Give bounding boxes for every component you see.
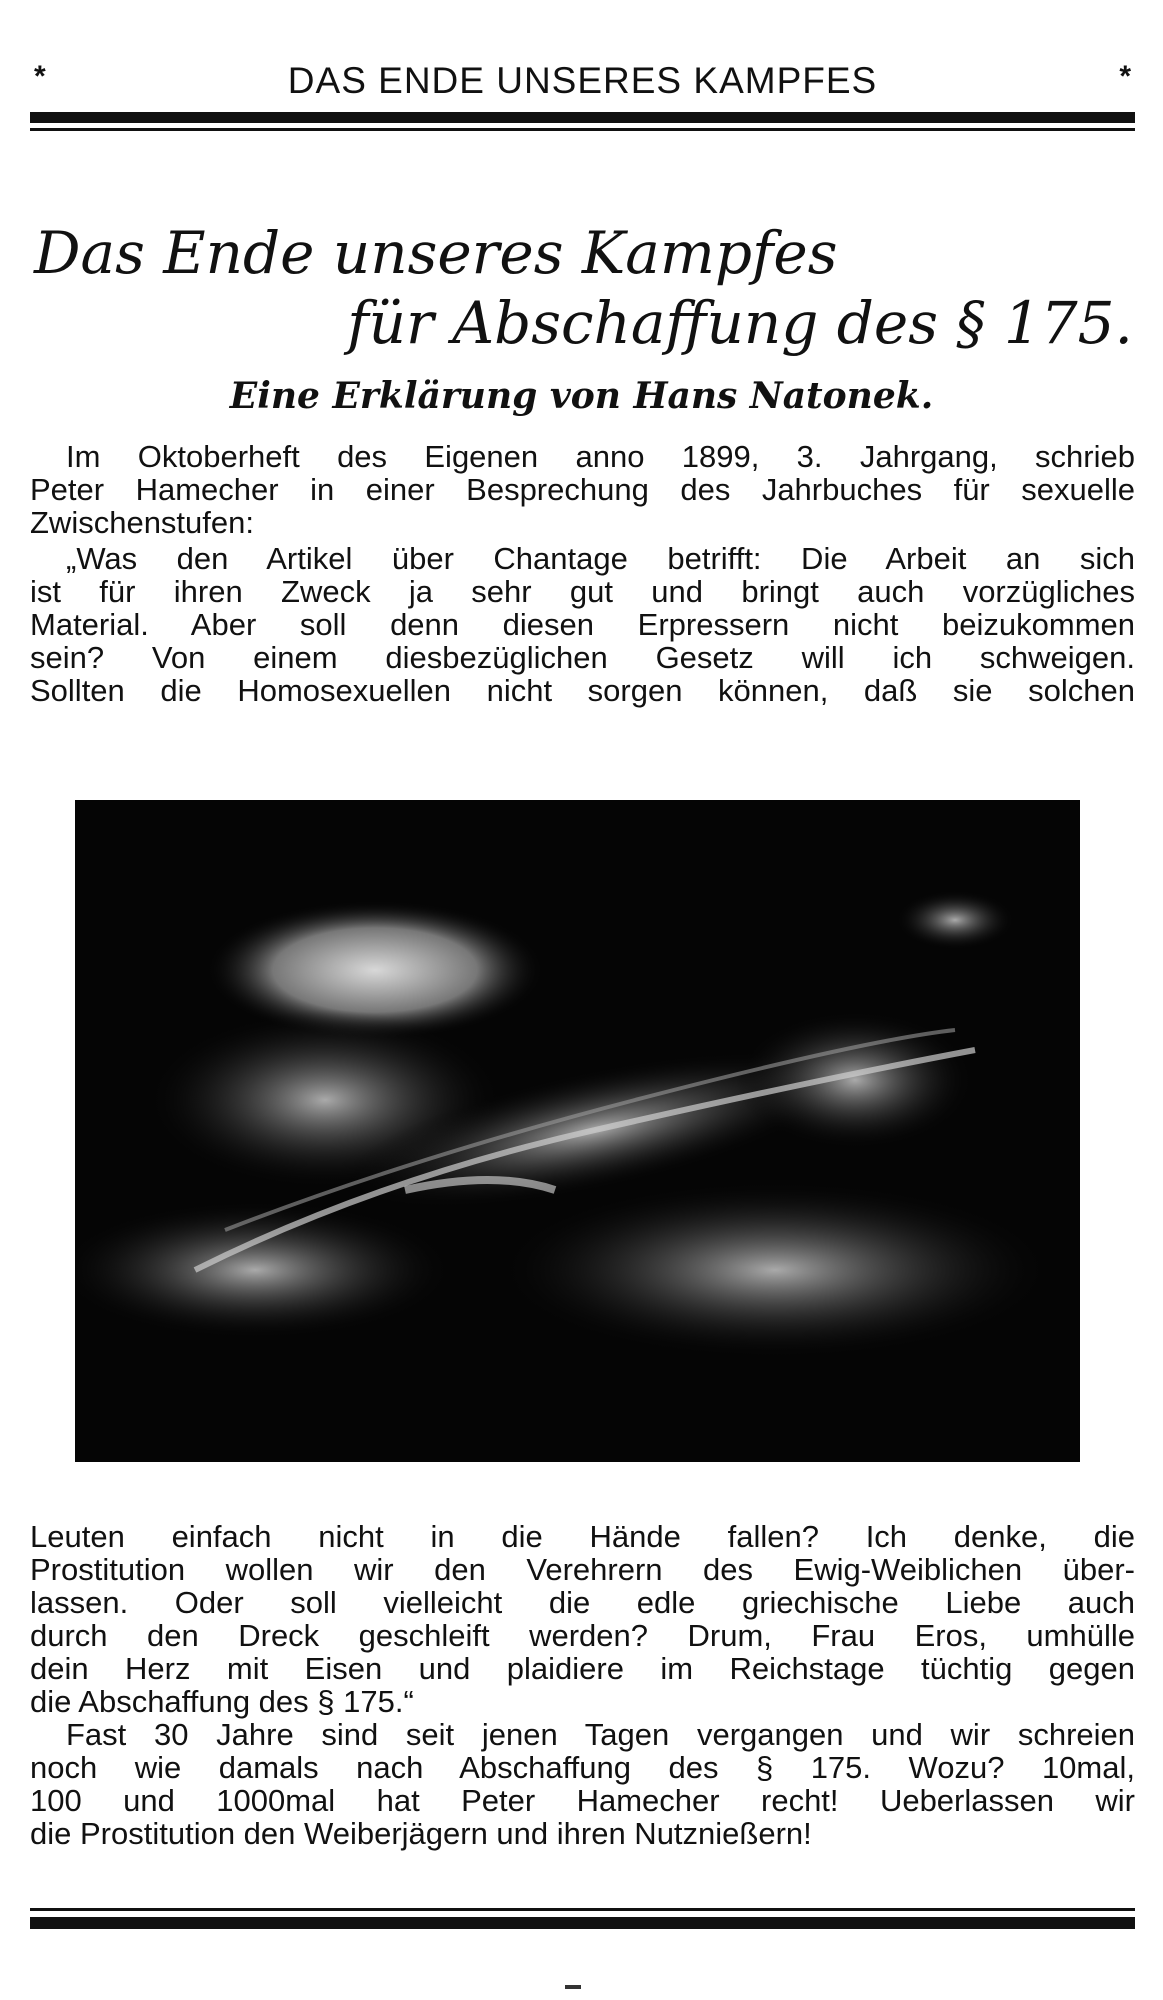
text-line: sein? Von einem diesbezüglichen Gesetz will ich schweigen.: [30, 640, 1135, 675]
footer-rule-thick: [30, 1917, 1135, 1929]
text-line: lassen. Oder soll vielleicht die edle griechische Liebe auch: [30, 1585, 1135, 1620]
text-line: Fast 30 Jahre sind seit jenen Tagen vergangen und wir schreien: [66, 1717, 1135, 1752]
text-line: Im Oktoberheft des Eigenen anno 1899, 3. Jahrgang, schrieb: [66, 439, 1135, 474]
star-ornament-right: *: [1119, 60, 1131, 93]
text-line: 100 und 1000mal hat Peter Hamecher recht! Ueberlassen wir: [30, 1783, 1135, 1818]
paragraph-2-quote: [30, 542, 1135, 707]
text-line: durch den Dreck geschleift werden? Drum, Frau Eros, umhülle: [30, 1618, 1135, 1653]
photograph-image: [75, 800, 1080, 1462]
text-line: „Was den Artikel über Chantage betrifft: Die Arbeit an sich: [66, 541, 1135, 576]
text-line: die Prostitution den Weiberjägern und ihren Nutznießern!: [30, 1816, 812, 1851]
text-line: die Abschaffung des § 175.“: [30, 1684, 414, 1719]
article-title-line2: für Abschaffung des § 175.: [347, 289, 1133, 357]
running-header: [30, 62, 1135, 102]
text-line: Zwischenstufen:: [30, 505, 254, 540]
text-line: dein Herz mit Eisen und plaidiere im Reichstage tüchtig gegen: [30, 1651, 1135, 1686]
text-line: ist für ihren Zweck ja sehr gut und bringt auch vorzügliches: [30, 574, 1135, 609]
footer-rule-thin: [30, 1908, 1135, 1911]
header-rule-thin: [30, 128, 1135, 131]
text-line: Leuten einfach nicht in die Hände fallen? Ich denke, die: [30, 1519, 1135, 1554]
text-line: Prostitution wollen wir den Verehrern des Ewig-Weiblichen über-: [30, 1552, 1135, 1587]
photograph: [75, 800, 1080, 1462]
paragraph-1: [30, 440, 1135, 539]
text-line: noch wie damals nach Abschaffung des § 175. Wozu? 10mal,: [30, 1750, 1135, 1785]
page-mark: [565, 1985, 581, 1989]
star-ornament-left: *: [34, 60, 46, 93]
header-rule-thick: [30, 112, 1135, 123]
text-line: Sollten die Homosexuellen nicht sorgen können, daß sie solchen: [30, 673, 1135, 708]
paragraph-4: [30, 1718, 1135, 1850]
text-line: Material. Aber soll denn diesen Erpressern nicht beizukommen: [30, 607, 1135, 642]
paragraph-3: [30, 1520, 1135, 1718]
running-title: DAS ENDE UNSERES KAMPFES: [287, 60, 878, 101]
text-line: Peter Hamecher in einer Besprechung des Jahrbuches für sexuelle: [30, 472, 1135, 507]
article-title-line1: Das Ende unseres Kampfes: [34, 219, 838, 287]
article-subtitle: Eine Erklärung von Hans Natonek.: [229, 375, 934, 417]
